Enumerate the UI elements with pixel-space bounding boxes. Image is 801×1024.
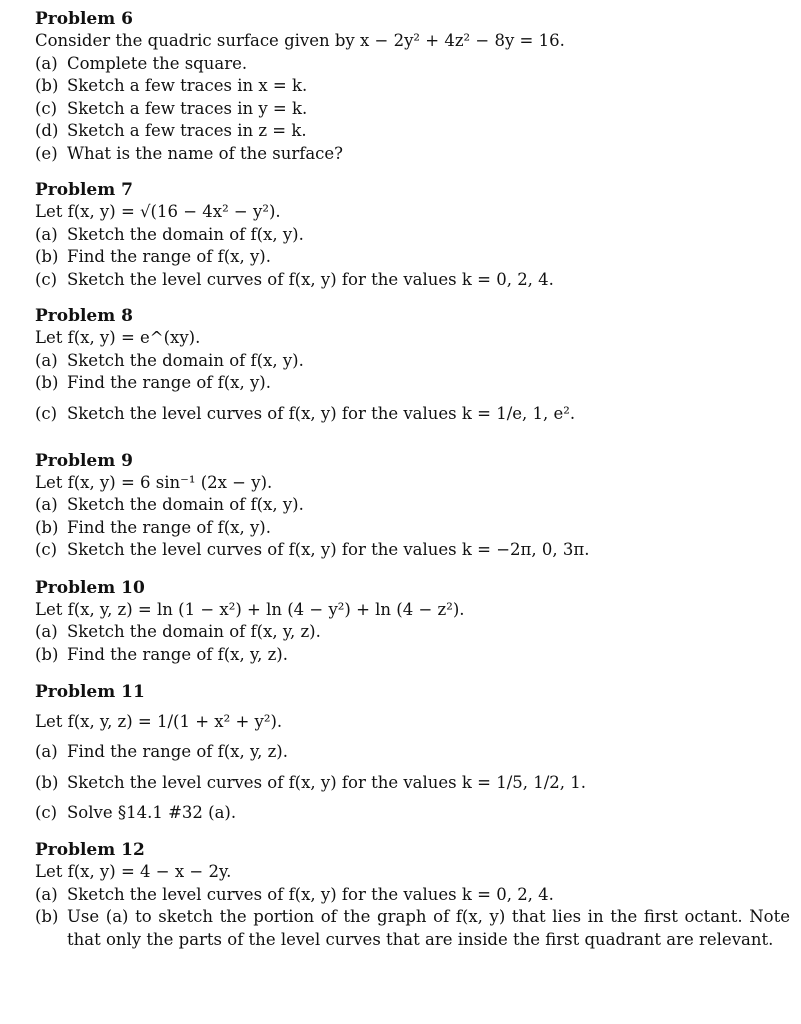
problem-8 xyxy=(35,305,790,433)
problem-11 xyxy=(35,681,790,824)
part-text: Find the range of f(x, y). xyxy=(67,373,271,392)
part-text: Find the range of f(x, y). xyxy=(67,247,271,266)
part-text: Sketch a few traces in y = k. xyxy=(67,98,308,118)
part-label: (d) xyxy=(35,121,59,140)
problem-part xyxy=(35,395,790,433)
problem-6 xyxy=(35,8,790,165)
problem-title: Problem 11 xyxy=(35,682,145,702)
problem-part xyxy=(35,98,790,121)
problem-part xyxy=(35,143,790,166)
part-label: (c) xyxy=(35,269,58,289)
part-label: (b) xyxy=(35,517,59,537)
part-label: (b) xyxy=(35,772,59,792)
spacer xyxy=(35,165,790,179)
problem-part xyxy=(35,494,790,517)
part-label: (b) xyxy=(35,644,59,664)
problem-part xyxy=(35,884,790,907)
problem-sheet xyxy=(35,8,790,951)
problem-statement: Consider the quadric surface given by x − 2y² + 4z² − 8y = 16. xyxy=(35,31,565,50)
part-text: Find the range of f(x, y). xyxy=(67,517,271,537)
problem-part xyxy=(35,644,790,667)
part-text: What is the name of the surface? xyxy=(67,143,344,163)
part-text: Solve §14.1 #32 (a). xyxy=(67,802,237,822)
problem-part xyxy=(35,539,790,562)
spacer xyxy=(35,562,790,577)
part-label: (c) xyxy=(35,540,58,559)
problem-part xyxy=(35,246,790,269)
problem-part xyxy=(35,53,790,76)
part-text: Use (a) to sketch the portion of the graph of f(x, y) that lies in the first octant. Note that only the parts of the level curves that are inside the first quadrant are relevant. xyxy=(67,907,790,949)
problem-part xyxy=(35,120,790,143)
problem-9 xyxy=(35,450,790,562)
part-label: (c) xyxy=(35,98,58,118)
part-label: (a) xyxy=(35,53,58,73)
part-label: (a) xyxy=(35,622,58,641)
part-label: (b) xyxy=(35,907,59,926)
part-text: Sketch the domain of f(x, y). xyxy=(67,350,304,370)
part-label: (a) xyxy=(35,350,58,370)
part-text: Sketch the domain of f(x, y). xyxy=(67,495,304,514)
part-label: (e) xyxy=(35,143,58,163)
problem-statement: Let f(x, y) = √(16 − 4x² − y²). xyxy=(35,202,281,221)
problem-part xyxy=(35,802,790,825)
problem-title: Problem 6 xyxy=(35,9,133,29)
part-text: Sketch the level curves of f(x, y) for the values k = 0, 2, 4. xyxy=(67,884,554,904)
part-text: Find the range of f(x, y, z). xyxy=(67,742,288,761)
problem-part xyxy=(35,75,790,98)
problem-part xyxy=(35,906,790,951)
spacer xyxy=(35,291,790,305)
problem-part xyxy=(35,764,790,802)
part-label: (b) xyxy=(35,373,59,392)
part-label: (b) xyxy=(35,247,59,266)
part-text: Sketch the level curves of f(x, y) for the values k = 0, 2, 4. xyxy=(67,269,554,289)
problem-part xyxy=(35,517,790,540)
part-text: Sketch the domain of f(x, y, z). xyxy=(67,622,321,641)
problem-title: Problem 10 xyxy=(35,577,145,598)
problem-statement: Let f(x, y, z) = ln (1 − x²) + ln (4 − y²) + ln (4 − z²). xyxy=(35,599,465,619)
part-label: (a) xyxy=(35,884,58,904)
problem-10 xyxy=(35,577,790,667)
problem-7 xyxy=(35,179,790,291)
problem-title: Problem 7 xyxy=(35,180,133,200)
spacer xyxy=(35,824,790,839)
part-label: (a) xyxy=(35,224,58,244)
spacer xyxy=(35,666,790,681)
part-text: Sketch the level curves of f(x, y) for the values k = −2π, 0, 3π. xyxy=(67,540,590,559)
part-label: (c) xyxy=(35,403,58,423)
problem-title: Problem 8 xyxy=(35,306,133,326)
problem-part xyxy=(35,350,790,373)
problem-part xyxy=(35,224,790,247)
part-text: Sketch the level curves of f(x, y) for the values k = 1/e, 1, e². xyxy=(67,403,576,423)
problem-statement: Let f(x, y, z) = 1/(1 + x² + y²). xyxy=(35,712,283,731)
problem-title: Problem 12 xyxy=(35,840,145,860)
problem-statement: Let f(x, y) = 4 − x − 2y. xyxy=(35,862,232,881)
part-text: Sketch the level curves of f(x, y) for the values k = 1/5, 1/2, 1. xyxy=(67,772,587,792)
part-text: Complete the square. xyxy=(67,53,248,73)
problem-part xyxy=(35,269,790,292)
problem-part xyxy=(35,741,790,764)
part-label: (a) xyxy=(35,742,58,761)
part-label: (b) xyxy=(35,76,59,95)
part-label: (a) xyxy=(35,495,58,514)
part-text: Sketch the domain of f(x, y). xyxy=(67,224,304,244)
problem-part xyxy=(35,372,790,395)
part-text: Sketch a few traces in z = k. xyxy=(67,121,307,140)
part-label: (c) xyxy=(35,802,58,822)
problem-title: Problem 9 xyxy=(35,450,133,471)
problem-12 xyxy=(35,839,790,951)
problem-statement: Let f(x, y) = e^(xy). xyxy=(35,328,201,347)
problem-statement: Let f(x, y) = 6 sin⁻¹ (2x − y). xyxy=(35,472,273,492)
part-text: Sketch a few traces in x = k. xyxy=(67,76,308,95)
part-text: Find the range of f(x, y, z). xyxy=(67,644,288,664)
problem-part xyxy=(35,621,790,644)
spacer xyxy=(35,433,790,450)
